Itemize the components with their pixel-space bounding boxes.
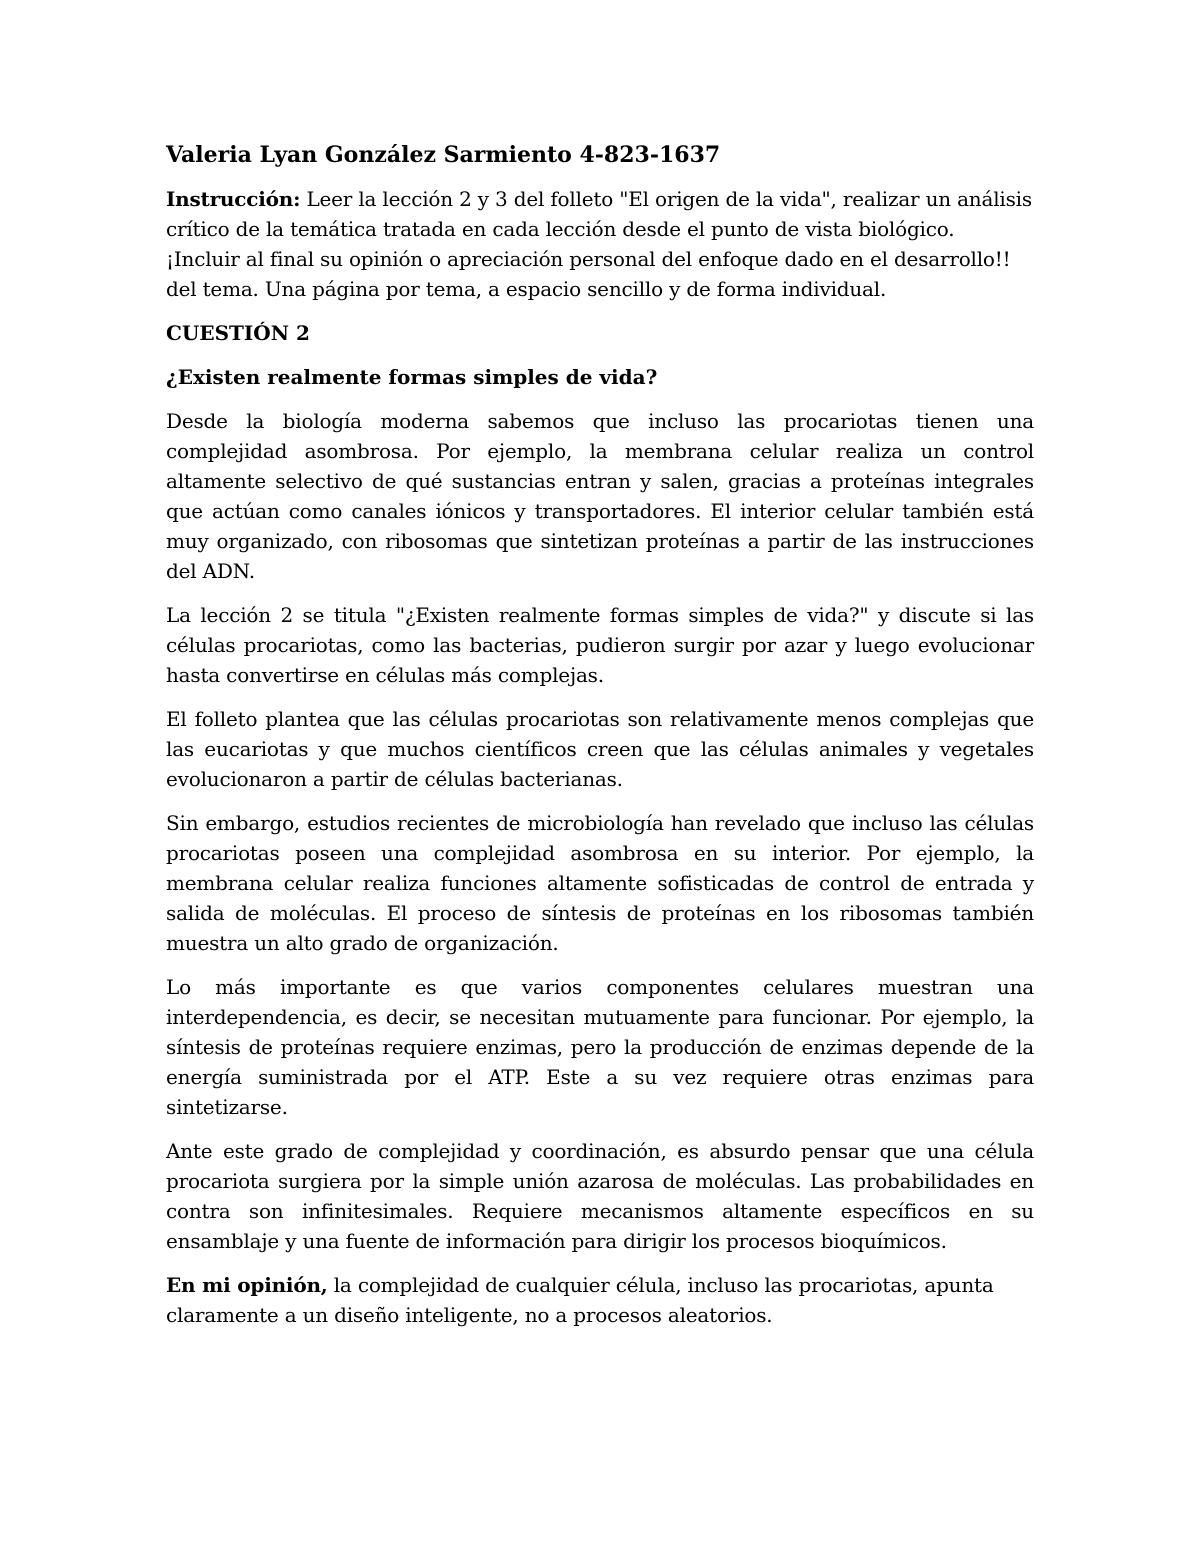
body-paragraph-2: La lección 2 se titula "¿Existen realmente formas simples de vida?" y discute si las células procariotas, como las bacterias, pudieron surgir por azar y luego evolucionar hasta convertirse en células más complejas. [166,603,1034,687]
body-paragraph-6: Ante este grado de complejidad y coordinación, es absurdo pensar que una célula procariota surgiera por la simple unión azarosa de moléculas. Las probabilidades en contra son infinitesimales. Requiere mecanismos altamente específicos en su ensamblaje y una fuente de información para dirigir los procesos bioquímicos. [166,1139,1034,1253]
instruction-label: Instrucción: [166,187,301,211]
body-paragraph-5: Lo más importante es que varios componentes celulares muestran una interdependencia, es decir, se necesitan mutuamente para funcionar. Por ejemplo, la síntesis de proteínas requiere enzimas, pero la producción de enzimas depende de la energía suministrada por el ATP. Este a su vez requiere otras enzimas para sintetizarse. [166,975,1034,1119]
instruction-text: Leer la lección 2 y 3 del folleto "El origen de la vida", realizar un análisis crítico de la temática tratada en cada lección desde el punto de vista biológico. ¡Incluir al final su opinión o apreciación personal del enfoque dado en el desarrollo!! del tema. Una página por tema, a espacio sencillo y de forma individual. [166,187,1032,301]
instruction-paragraph [166,184,1034,304]
opinion-paragraph [166,1270,1034,1330]
author-line: Valeria Lyan González Sarmiento 4-823-1637 [166,142,721,168]
body-paragraph-3: El folleto plantea que las células procariotas son relativamente menos complejas que las eucariotas y que muchos científicos creen que las células animales y vegetales evolucionaron a partir de células bacterianas. [166,707,1034,791]
section-title: CUESTIÓN 2 [166,321,310,345]
opinion-label: En mi opinión, [166,1273,328,1297]
body-paragraph-1: Desde la biología moderna sabemos que incluso las procariotas tienen una complejidad asombrosa. Por ejemplo, la membrana celular realiza un control altamente selectivo de qué sustancias entran y salen, gracias a proteínas integrales que actúan como canales iónicos y transportadores. El interior celular también está muy organizado, con ribosomas que sintetizan proteínas a partir de las instrucciones del ADN. [166,409,1034,583]
body-paragraph-4: Sin embargo, estudios recientes de microbiología han revelado que incluso las células procariotas poseen una complejidad asombrosa en su interior. Por ejemplo, la membrana celular realiza funciones altamente sofisticadas de control de entrada y salida de moléculas. El proceso de síntesis de proteínas en los ribosomas también muestra un alto grado de organización. [166,811,1034,955]
question-heading: ¿Existen realmente formas simples de vida? [166,365,658,389]
opinion-text: la complejidad de cualquier célula, incluso las procariotas, apunta claramente a un diseño inteligente, no a procesos aleatorios. [166,1273,994,1327]
